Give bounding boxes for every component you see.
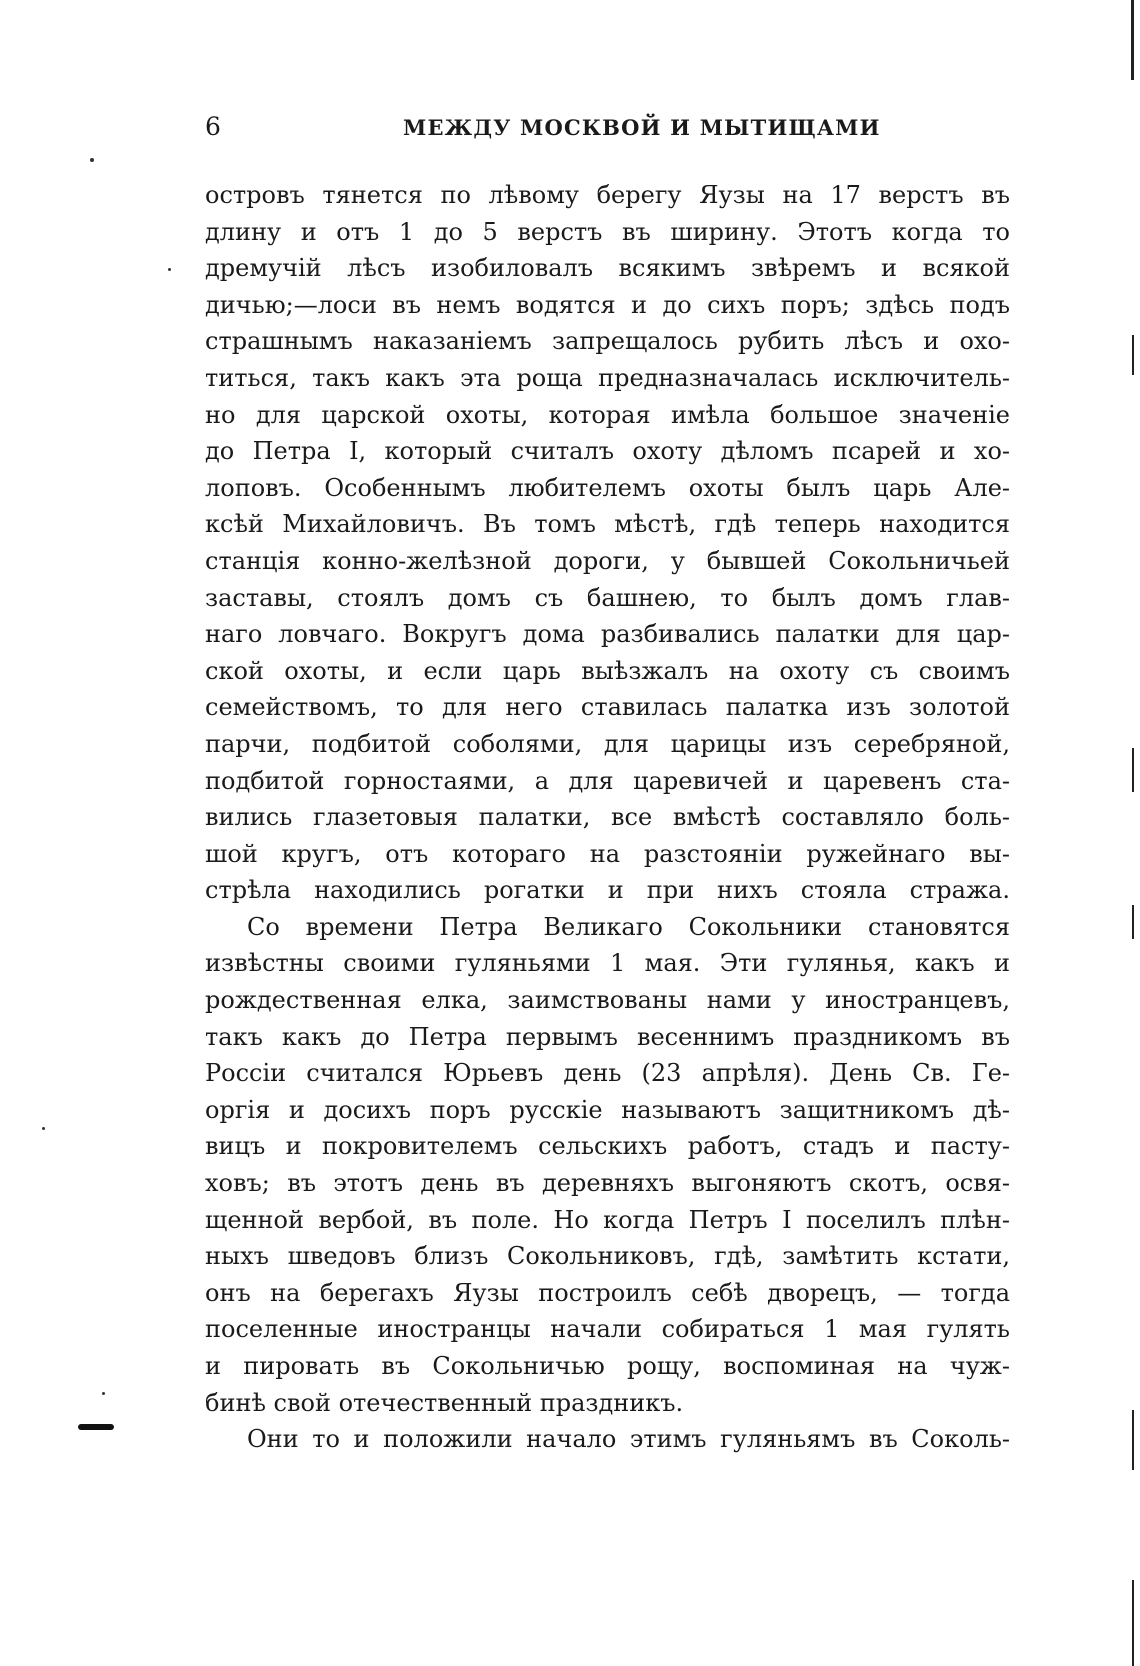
text-line: Со времени Петра Великаго Сокольники становятся bbox=[247, 912, 1010, 941]
page-header bbox=[205, 112, 1010, 146]
text-line: шой кругъ, отъ котораго на разстояніи ружейнаго вы- bbox=[205, 839, 1010, 868]
paragraph bbox=[205, 177, 1010, 909]
scan-speck bbox=[90, 158, 94, 162]
text-line: вицъ и покровителемъ сельскихъ работъ, стадъ и пасту- bbox=[205, 1132, 1010, 1161]
text-line: наго ловчаго. Вокругъ дома разбивались палатки для цар- bbox=[205, 620, 1010, 649]
text-line: ксѣй Михайловичъ. Въ томъ мѣстѣ, гдѣ теперь находится bbox=[205, 510, 1010, 539]
text-line: дичью;—лоси въ немъ водятся и до сихъ поръ; здѣсь подъ bbox=[205, 290, 1010, 319]
text-line: оргія и досихъ поръ русскіе называютъ защитникомъ дѣ- bbox=[205, 1095, 1010, 1124]
text-line: бинѣ свой отечественный праздникъ. bbox=[205, 1388, 684, 1417]
scan-smudge bbox=[78, 1424, 114, 1430]
text-line: ской охоты, и если царь выѣзжалъ на охоту съ своимъ bbox=[205, 656, 1010, 685]
text-line: Они то и положили начало этимъ гуляньямъ въ Соколь- bbox=[247, 1425, 1010, 1454]
paragraph bbox=[205, 909, 1010, 1421]
text-line: поселенные иностранцы начали собираться 1 мая гулять bbox=[205, 1315, 1010, 1344]
text-line: онъ на берегахъ Яузы построилъ себѣ дворецъ, — тогда bbox=[205, 1278, 1010, 1307]
page-edge-rule bbox=[1132, 905, 1134, 939]
scan-speck bbox=[102, 1392, 105, 1395]
paragraph bbox=[205, 1421, 1010, 1458]
text-line: станція конно-желѣзной дороги, у бывшей Сокольничьей bbox=[205, 546, 1010, 575]
text-line: стрѣла находились рогатки и при нихъ стояла стража. bbox=[205, 876, 1010, 905]
text-line: Россіи считался Юрьевъ день (23 апрѣля). День Св. Ге- bbox=[205, 1059, 1010, 1088]
text-line: извѣстны своими гуляньями 1 мая. Эти гулянья, какъ и bbox=[205, 949, 1010, 978]
page-number: 6 bbox=[205, 112, 221, 141]
text-line: титься, такъ какъ эта роща предназначалась исключитель- bbox=[205, 363, 1010, 392]
page-edge-rule bbox=[1131, 0, 1134, 80]
text-line: вились глазетовыя палатки, все вмѣстѣ составляло боль- bbox=[205, 803, 1010, 832]
text-line: до Петра I, который считалъ охоту дѣломъ псарей и хо- bbox=[205, 437, 1010, 466]
page-edge-rule bbox=[1132, 1410, 1134, 1470]
text-line: но для царской охоты, которая имѣла большое значеніе bbox=[205, 400, 1010, 429]
text-line: подбитой горностаями, а для царевичей и царевенъ ста- bbox=[205, 766, 1010, 795]
text-line: страшнымъ наказаніемъ запрещалось рубить лѣсъ и охо- bbox=[205, 327, 1010, 356]
page-edge-rule bbox=[1132, 1580, 1134, 1666]
text-line: лоповъ. Особеннымъ любителемъ охоты былъ царь Але- bbox=[205, 473, 1010, 502]
scan-speck bbox=[168, 268, 171, 271]
text-line: такъ какъ до Петра первымъ весеннимъ праздникомъ въ bbox=[205, 1022, 1010, 1051]
scan-speck bbox=[42, 1127, 45, 1130]
text-line: семействомъ, то для него ставилась палатка изъ золотой bbox=[205, 693, 1010, 722]
text-line: парчи, подбитой соболями, для царицы изъ серебряной, bbox=[205, 729, 1010, 758]
running-title: МЕЖДУ МОСКВОЙ И МЫТИЩАМИ bbox=[403, 115, 881, 140]
text-line: ныхъ шведовъ близъ Сокольниковъ, гдѣ, замѣтить кстати, bbox=[205, 1242, 1010, 1271]
page-edge-rule bbox=[1132, 748, 1134, 792]
text-line: рождественная елка, заимствованы нами у иностранцевъ, bbox=[205, 986, 1010, 1015]
text-line: щенной вербой, въ поле. Но когда Петръ I поселилъ плѣн- bbox=[205, 1205, 1010, 1234]
body-text bbox=[205, 177, 1010, 1458]
text-line: и пировать въ Сокольничью рощу, воспоминая на чуж- bbox=[205, 1352, 1010, 1380]
text-line: островъ тянется по лѣвому берегу Яузы на 17 верстъ въ bbox=[205, 181, 1010, 209]
text-line: дремучій лѣсъ изобиловалъ всякимъ звѣремъ и всякой bbox=[205, 254, 1010, 283]
text-line: длину и отъ 1 до 5 верстъ въ ширину. Этотъ когда то bbox=[205, 217, 1010, 246]
page-edge-rule bbox=[1132, 335, 1134, 375]
text-line: ховъ; въ этотъ день въ деревняхъ выгоняютъ скотъ, освя- bbox=[205, 1169, 1010, 1198]
text-line: заставы, стоялъ домъ съ башнею, то былъ домъ глав- bbox=[205, 583, 1010, 612]
